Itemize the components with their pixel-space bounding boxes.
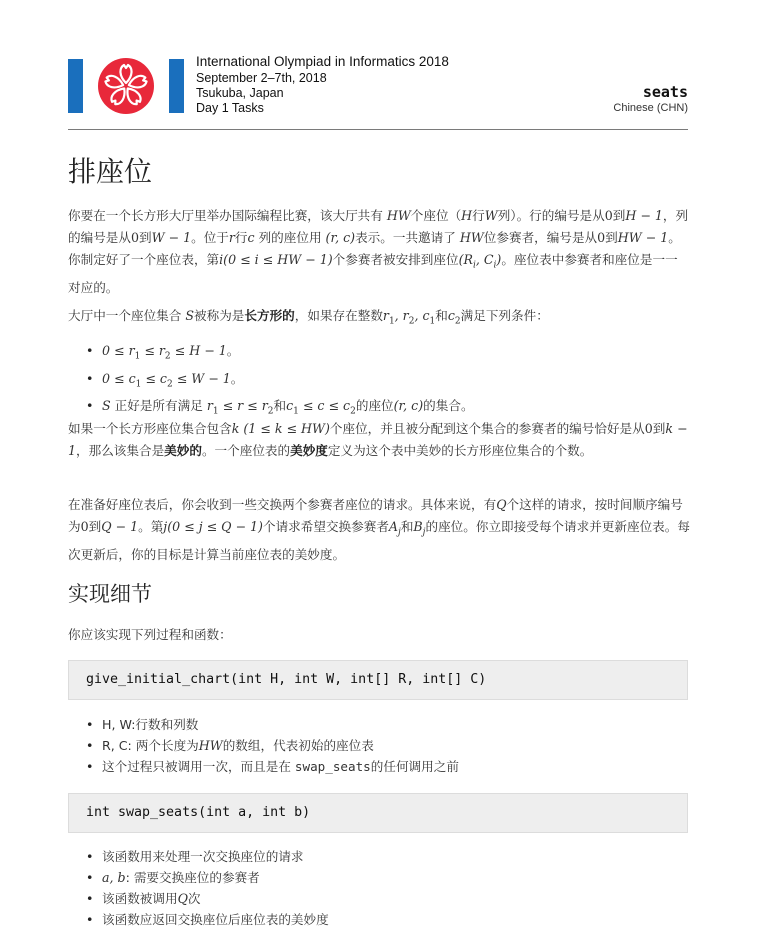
- contest-name: International Olympiad in Informatics 2018: [196, 54, 449, 69]
- page-title: 排座位: [68, 155, 153, 188]
- list-item: • 该函数用来处理一次交换座位的请求: [86, 846, 329, 867]
- task-name: seats: [642, 83, 688, 101]
- ioi-logo-icon: [68, 58, 184, 114]
- implementation-intro: 你应该实现下列过程和函数：: [68, 627, 232, 642]
- list-item: • H, W:行数和列数: [86, 714, 459, 735]
- section-heading: 实现细节: [68, 582, 152, 606]
- list-item: • 该函数被调用Q次: [86, 888, 329, 909]
- intro-paragraph: 你要在一个长方形大厅里举办国际编程比赛，该大厅共有 HW个座位（H行W列）。行的编号是从0到H − 1，列的编号是从0到W − 1。位于r行c 列的座位用 (r, c)表示。一共邀请了 HW位参赛者，编号是从0到HW − 1。你制定好了一个座位表，第i(0 ≤ i ≤ HW − 1)个参赛者被安排到座位($R_i$, $C_i$)。座位表中参赛者和座位是一一对应的。: [68, 208, 689, 295]
- list-item: • $0 \le r_1 \le r_2 \le H - 1$。: [86, 340, 474, 368]
- beautiful-definition: 如果一个长方形座位集合包含k (1 ≤ k ≤ HW)个座位，并且被分配到这个集合的参赛者的编号恰好是从0到k − 1，那么该集合是美妙的。一个座位表的美妙度定义为这个表中美妙的长方形座位集合的个数。: [68, 421, 688, 458]
- task-language: Chinese (CHN): [613, 102, 688, 114]
- contest-dates: September 2–7th, 2018: [196, 71, 327, 85]
- list-item: • $0 \le c_1 \le c_2 \le W - 1$。: [86, 368, 474, 396]
- contest-day: Day 1 Tasks: [196, 101, 264, 115]
- code-block-swap-seats: int swap_seats(int a, int b): [68, 793, 688, 833]
- list-item: • 该函数应返回交换座位后座位表的美妙度: [86, 909, 329, 930]
- list-item: • S 正好是所有满足 $r_1 \le r \le r_2$和$c_1 \le c \le c_2$的座位(r, c)的集合。: [86, 395, 474, 423]
- swap-seats-params: [86, 846, 329, 930]
- list-item: • 这个过程只被调用一次，而且是在 swap_seats的任何调用之前: [86, 756, 459, 777]
- contest-info: [196, 54, 449, 116]
- rectangular-definition: 大厅中一个座位集合 S被称为是长方形的，如果存在整数$r_1$, $r_2$, $c_1$和$c_2$满足下列条件：: [68, 308, 549, 327]
- swap-requests-paragraph: 在准备好座位表后，你会收到一些交换两个参赛者座位的请求。具体来说，有Q个这样的请求，按时间顺序编号为0到Q − 1。第j(0 ≤ j ≤ Q − 1)个请求希望交换参赛者$A_j$和$B_j$的座位。你立即接受每个请求并更新座位表。每次更新后，你的目标是计算当前座位表的美妙度。: [68, 497, 690, 562]
- contest-location: Tsukuba, Japan: [196, 86, 284, 100]
- list-item: • R, C: 两个长度为HW的数组，代表初始的座位表: [86, 735, 459, 756]
- code-block-give-initial-chart: give_initial_chart(int H, int W, int[] R, int[] C): [68, 660, 688, 700]
- page-header: [68, 50, 688, 130]
- list-item: • a, b: 需要交换座位的参赛者: [86, 867, 329, 888]
- give-initial-chart-params: [86, 714, 459, 777]
- condition-list: [86, 340, 474, 423]
